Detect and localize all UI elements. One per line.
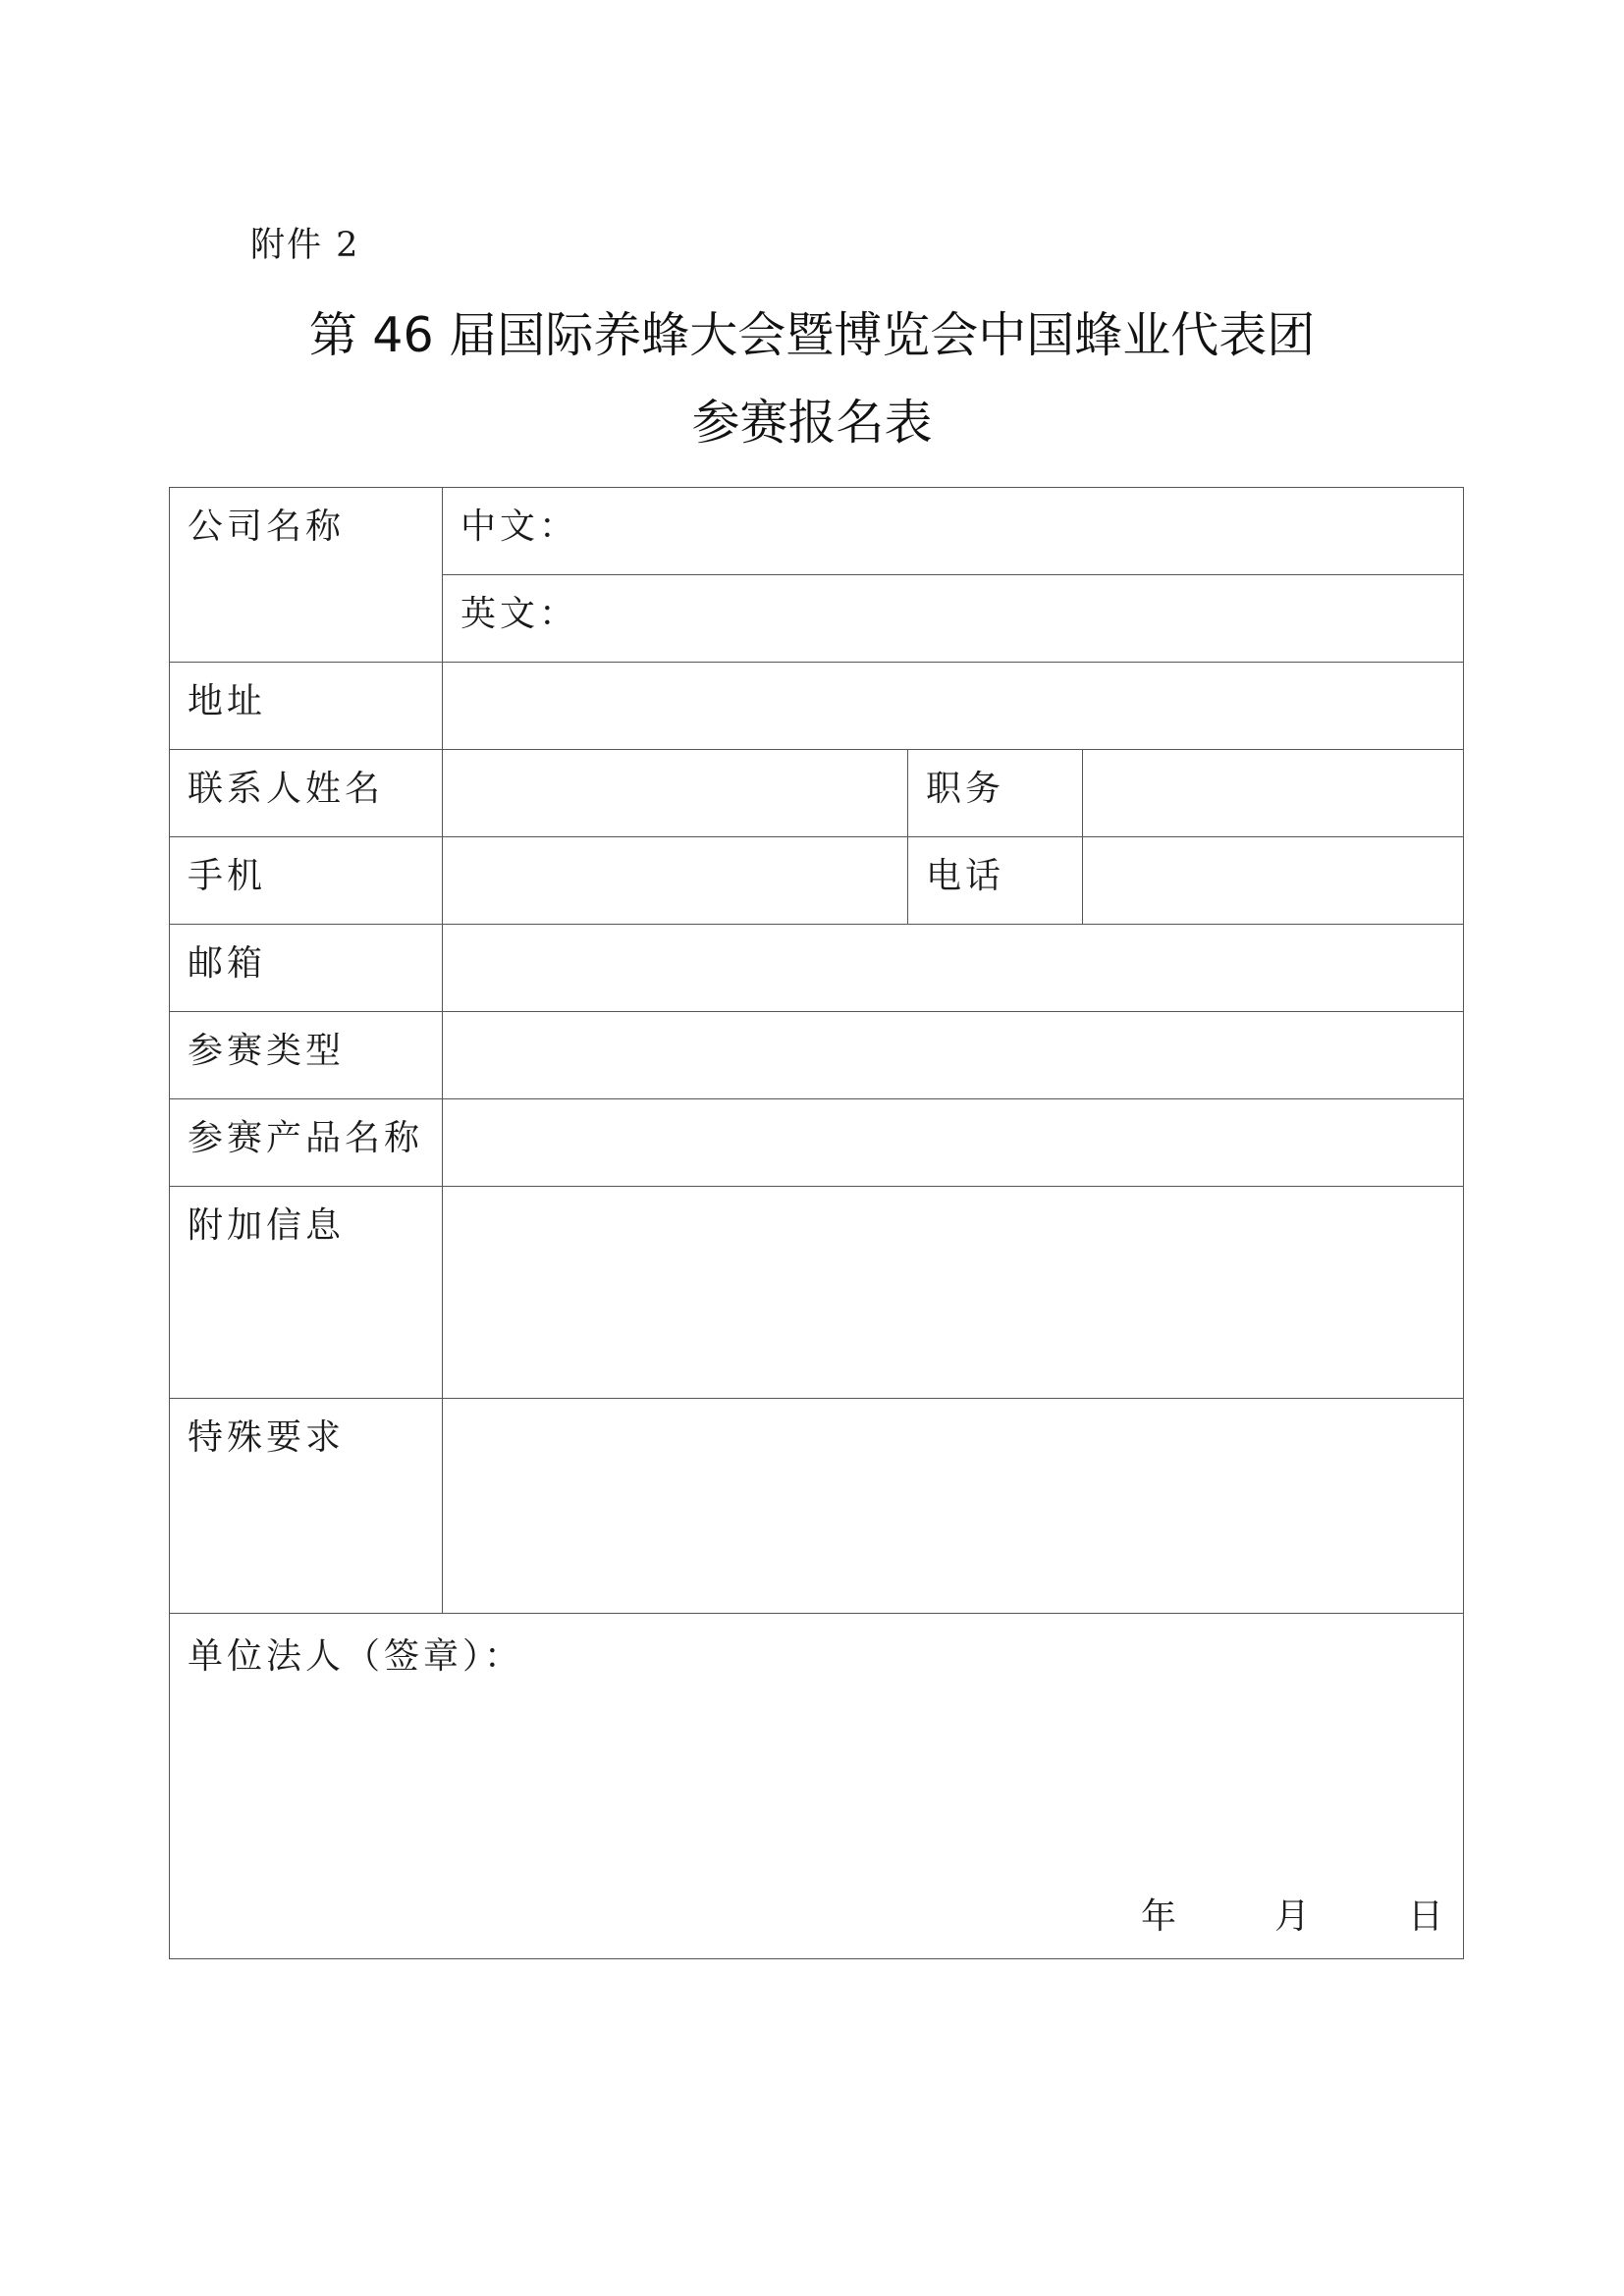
phone-label: 电话 [908,837,1083,925]
email-field[interactable] [443,925,1464,1012]
registration-form-table [169,487,1464,1959]
position-field[interactable] [1083,750,1464,837]
company-name-english-field[interactable] [443,575,1464,663]
address-field[interactable] [443,663,1464,750]
mobile-field[interactable] [443,837,908,925]
form-title: 第 46 届国际养蜂大会暨博览会中国蜂业代表团 [308,307,1316,363]
phone-field[interactable] [1083,837,1464,925]
year-label: 年 [1140,1896,1176,1937]
additional-info-label: 附加信息 [170,1187,443,1399]
legal-representative-label: 单位法人（签章）： [188,1636,524,1677]
company-name-chinese-field[interactable] [443,488,1464,575]
contact-name-field[interactable] [443,750,908,837]
entry-type-field[interactable] [443,1012,1464,1099]
position-label: 职务 [908,750,1083,837]
special-requirements-label: 特殊要求 [170,1399,443,1614]
email-label: 邮箱 [170,925,443,1012]
english-label: 英文： [460,594,579,634]
attachment-label: 附件 2 [250,226,360,265]
product-name-field[interactable] [443,1099,1464,1187]
date-line [1140,1896,1444,1937]
entry-type-label: 参赛类型 [170,1012,443,1099]
product-name-label: 参赛产品名称 [170,1099,443,1187]
address-label: 地址 [170,663,443,750]
chinese-label: 中文： [460,507,579,547]
additional-info-field[interactable] [443,1187,1464,1399]
mobile-label: 手机 [170,837,443,925]
signature-section[interactable] [170,1614,1464,1959]
contact-name-label: 联系人姓名 [170,750,443,837]
form-subtitle: 参赛报名表 [691,395,933,451]
month-label: 月 [1274,1896,1311,1937]
company-name-label: 公司名称 [170,488,443,663]
day-label: 日 [1408,1896,1444,1937]
special-requirements-field[interactable] [443,1399,1464,1614]
